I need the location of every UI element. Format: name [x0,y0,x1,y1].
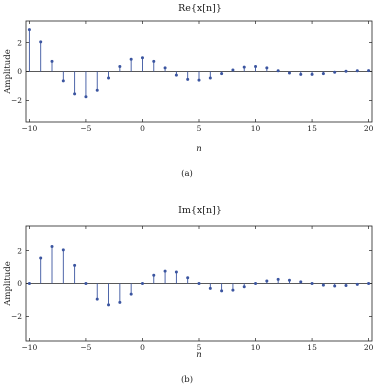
x-tick-label: −5 [80,124,92,133]
x-tick-label: −10 [21,124,38,133]
stem-marker [209,287,212,290]
axis-ticks [11,21,374,133]
stem-marker [73,92,76,95]
x-tick-label: 20 [363,124,374,133]
panel-caption: (a) [181,169,193,179]
stem-marker [152,60,155,63]
stem-marker [130,293,133,296]
stem-marker [118,301,121,304]
stem-marker [28,28,31,31]
y-tick-label: 2 [17,38,22,48]
stem-marker [344,284,347,287]
y-tick-label: 2 [17,246,22,256]
stem-marker [84,282,87,285]
data-series [26,28,372,98]
stem-marker [164,270,167,273]
stem-marker [175,74,178,77]
stem-marker [265,280,268,283]
x-tick-label: 20 [363,343,374,352]
stem-marker [254,65,257,68]
stem-marker [107,76,110,79]
stem-marker [118,65,121,68]
stem-marker [220,72,223,75]
x-tick-label: 0 [140,343,145,352]
y-tick-label: −2 [10,312,22,322]
stem-marker [198,282,201,285]
stem-marker [62,79,65,82]
stem-marker [84,95,87,98]
stem-marker [186,276,189,279]
stem-marker [39,257,42,260]
stem-marker [51,245,54,248]
stem-marker [231,69,234,72]
stem-marker [311,73,314,76]
stem-marker [322,72,325,75]
stem-marker [51,60,54,63]
stem-marker [186,78,189,81]
y-tick-label: 0 [17,279,22,289]
stem-marker [62,248,65,251]
stem-marker [164,66,167,69]
stem-marker [254,282,257,285]
x-tick-label: 0 [140,124,145,133]
stem-marker [367,69,370,72]
stem-marker [96,89,99,92]
stem-marker [73,264,76,267]
stem-marker [220,289,223,292]
panel-caption: (b) [180,375,194,385]
data-series [26,245,372,306]
y-axis-label: Amplitude [3,261,13,306]
x-axis-label: n [196,144,202,154]
x-tick-label: 15 [307,124,317,133]
x-tick-label: 10 [250,343,261,352]
stem-marker [333,284,336,287]
stem-marker [277,69,280,72]
panel-real-part [3,3,374,179]
stem-marker [107,303,110,306]
y-tick-label: 0 [17,67,22,77]
stem-marker [141,282,144,285]
stem-marker [356,283,359,286]
stem-marker [288,279,291,282]
stem-marker [39,40,42,43]
stem-marker [311,282,314,285]
stem-marker [299,73,302,76]
stem-marker [198,79,201,82]
stem-marker [209,76,212,79]
chart-title: Im{x[n]} [178,205,222,216]
x-tick-label: −5 [80,343,92,352]
stem-marker [333,71,336,74]
stem-marker [288,71,291,74]
stem-marker [322,284,325,287]
x-tick-label: −10 [21,343,38,352]
stem-marker [141,56,144,59]
stem-marker [231,289,234,292]
stem-marker [367,282,370,285]
x-tick-label: 5 [196,124,202,133]
stem-marker [152,274,155,277]
y-tick-label: −2 [10,96,22,106]
stem-marker [243,285,246,288]
stem-marker [130,58,133,61]
x-tick-label: 5 [196,343,202,352]
x-tick-label: 15 [307,343,317,352]
x-axis-label: n [196,350,202,360]
stem-marker [277,278,280,281]
stem-marker [344,70,347,73]
stem-marker [356,69,359,72]
panel-imaginary-part [3,205,374,385]
stem-marker [299,280,302,283]
chart-title: Re{x[n]} [178,3,222,14]
stem-marker [96,298,99,301]
axis-ticks [11,226,374,352]
stem-marker [175,271,178,274]
x-tick-label: 10 [250,124,261,133]
y-axis-label: Amplitude [3,49,13,94]
stem-marker [243,66,246,69]
stem-marker [265,66,268,69]
stem-marker [28,282,31,285]
